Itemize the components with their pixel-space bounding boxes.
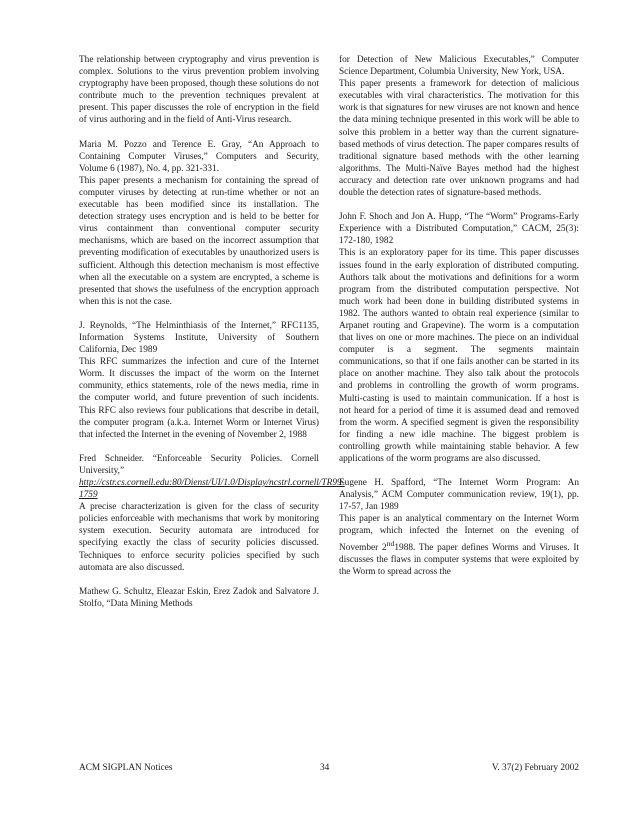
reference-entry-schneider	[79, 453, 345, 574]
entry-summary: This RFC summarizes the infection and cure of the Internet Worm. It discusses the impact of the worm on the Internet community, ethics statements, role of the news media, rime in the computer world, and future prevention of such incidents. This RFC also reviews four publications that describe in detail, the computer program (a.k.a. Internet Worm or Internet Virus) that infected the Internet in the evening of November 2, 1988	[79, 357, 319, 440]
footer-page-number: 34	[320, 763, 330, 773]
entry-summary	[339, 513, 579, 578]
left-column	[79, 54, 345, 622]
reference-entry-reynolds	[79, 320, 319, 441]
page-footer	[79, 763, 579, 777]
reference-entry-schultz-cont	[339, 54, 579, 199]
entry-citation: John F. Shoch and Jon A. Hupp, “The “Worm” Programs-Early Experience with a Distributed Computation,” CACM, 25(3): 172-180, 1982	[339, 212, 579, 247]
right-column	[339, 54, 579, 590]
reference-entry-pozzo	[79, 139, 319, 308]
entry-citation	[79, 453, 345, 501]
ordinal-suffix: nd	[386, 538, 395, 548]
reference-entry-schultz	[79, 586, 319, 610]
entry-summary: A precise characterization is given for the class of security policies enforceable with mechanisms that work by monitoring system execution. Security automata are introduced for specifying exactly the class of security policies discussed. Techniques to enforce security policies specified by such automata are also discussed.	[79, 502, 319, 573]
entry-summary: This paper presents a mechanism for containing the spread of computer viruses by detecting at run-time whether or not an executable has been modified since its installation. The detection strategy uses encryption and is held to be better for virus containment than conventional computer security mechanisms, which are based on the incorrect assumption that preventing modification of executables by unauthorized users is sufficient. Although this detection mechanism is most effective when all the executable on a system are encrypted, a scheme is presented that shows the usefulness of the encryption approach when this is not the case.	[79, 175, 319, 307]
entry-citation: Mathew G. Schultz, Eleazar Eskin, Erez Zadok and Salvatore J. Stolfo, “Data Mining Methods	[79, 586, 319, 609]
entry-summary: The relationship between cryptography and virus prevention is complex. Solutions to the virus prevention problem involving cryptography have been proposed, though these solutions do not contribute much to the prevention techniques prevalent at present. This paper discusses the role of encryption in the field of virus authoring and in the field of Anti-Virus research.	[79, 55, 319, 126]
entry-citation: for Detection of New Malicious Executables,” Computer Science Department, Columbia University, New York, USA.	[339, 55, 579, 78]
entry-citation: Maria M. Pozzo and Terence E. Gray, “An Approach to Containing Computer Viruses,” Computers and Security, Volume 6 (1987), No. 4, pp. 321-331.	[79, 139, 319, 174]
summary-text-before: This paper is an analytical commentary on the Internet Worm program, which infected the Internet on the evening of November 2	[339, 514, 579, 553]
footer-volume: V. 37(2) February 2002	[491, 763, 579, 773]
citation-text: Fred Schneider. “Enforceable Security Policies. Cornell University,”	[79, 453, 319, 476]
entry-summary: This paper presents a framework for detection of malicious executables with viral characteristics. The motivation for this work is that signatures for new viruses are not known and hence the data mining technique presented in this work will be able to solve this problem in a better way than the current signature-based methods of virus detection. The paper compares results of traditional signature based methods with the other learning algorithms. The Multi-Naïve Bayes method had the highest accuracy and detection rate over unknown programs and had double the detection rates of signature-based methods.	[339, 79, 579, 199]
footer-journal: ACM SIGPLAN Notices	[79, 763, 173, 773]
entry-citation: J. Reynolds, “The Helminthiasis of the Internet,” RFC1135, Information Systems Institute, University of Southern California, Dec 1989	[79, 320, 319, 356]
reference-entry-spafford	[339, 477, 579, 578]
reference-entry-shoch	[339, 211, 579, 465]
entry-citation: Eugene H. Spafford, “The Internet Worm Program: An Analysis,” ACM Computer communication review, 19(1), pp. 17-57, Jan 1989	[339, 478, 579, 513]
summary-text-after: 1988. The paper defines Worms and Viruses. It discusses the flaws in computer systems that were exploited by the Worm to spread across the	[339, 542, 579, 577]
entry-summary: This is an exploratory paper for its time. This paper discusses issues found in the early exploration of distributed computing. Authors talk about the motivations and definitions for a worm program from the distributed computation perspective. Not much work had been done in building distributed systems in 1982. The authors wanted to obtain real experience (similar to Arpanet routing and Grapevine). The worm is a computation that lives on one or more machines. The piece on an individual computer is a segment. The segments maintain communications, so that if one fails another can be started in its place on another machine. They also talk about the protocols and problems in controlling the growth of worm programs. Multi-casting is used to maintain communication. If a host is not heard for a period of time it is assumed dead and removed from the worm. A specified segment is given the responsibility for finding a new idle machine. The biggest problem is controlling growth while maintaining stable behavior. A few applications of the worm programs are also discussed.	[339, 248, 579, 464]
citation-url-link[interactable]: http://cstr.cs.cornell.edu:80/Dienst/UI/1.0/Display/ncstrl.cornell/TR99-1759	[79, 478, 345, 501]
intro-paragraph	[79, 54, 319, 127]
